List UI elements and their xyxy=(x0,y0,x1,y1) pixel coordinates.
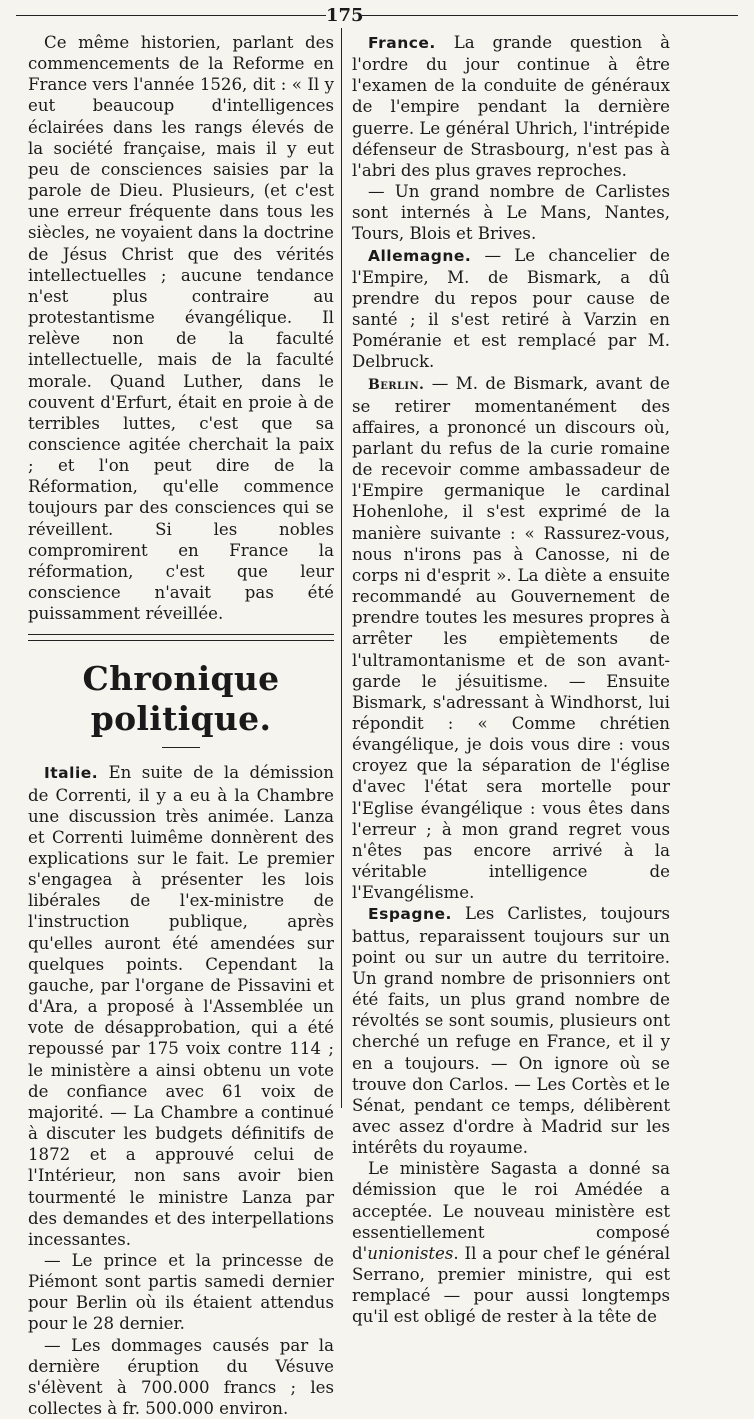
france-text: La grande question à l'ordre du jour continue à être l'examen de la conduite de généraux de l'empire pendant la dernière guerre. Le général Uhrich, l'intrépide défenseur de Strasbourg, n'est pas à l'abri des plus graves reproches. xyxy=(352,33,670,180)
section-separator xyxy=(28,634,334,641)
intro-paragraph: Ce même historien, parlant des commencements de la Reforme en France vers l'année 1526, dit : « Il y eut beaucoup d'intelligences éclairées dans les rangs élevés de la société française, mais il y eut peu de consciences saisies par la parole de Dieu. Plusieurs, (et c'est une erreur fréquente dans tous les siècles, ne voyaient dans la doctrine de Jésus Christ que des vérités intellectuelles ; aucune tendance n'est plus contraire au protestantisme évangélique. Il relève non de la faculté intellectuelle, mais de la faculté morale. Quand Luther, dans le couvent d'Erfurt, était en proie à de terribles luttes, c'est que sa conscience agitée cherchait la paix ; et l'on peut dire de la Réformation, qu'elle commence toujours par des consciences qui se réveillent. Si les nobles compromirent en France la réformation, c'est que leur conscience n'avait pas été puissamment réveillée. xyxy=(28,33,334,624)
header-rule-left xyxy=(16,15,326,16)
france-paragraph xyxy=(352,32,670,181)
page-number: 175 xyxy=(326,5,364,26)
left-column xyxy=(28,32,334,1419)
sagasta-paragraph xyxy=(352,1158,670,1327)
berlin-text: — M. de Bismark, avant de se retirer momentanément des affaires, a prononcé un discours où, parlant du refus de la curie romaine de recevoir comme ambassadeur de l'Empire germanique le cardinal Hohenlohe, il s'est exprimé de la manière suivante : « Rassurez-vous, nous n'irons pas à Canosse, ni de corps ni d'esprit ». La diète a ensuite recommandé au Gouvernement de prendre toutes les mesures propres à arrêter les empiètements de l'ultramontanisme et de son avant-garde le jésuitisme. — Ensuite Bismark, s'adressant à Windhorst, lui répondit : « Comme chrétien évangélique, je dois vous dire : vous croyez que la séparation de l'église d'avec l'état sera mortelle pour l'Eglise évangélique : vous êtes dans l'erreur ; à mon grand regret vous n'êtes pas encore arrivé à la véritable intelligence de l'Evangélisme. xyxy=(352,373,670,903)
espagne-text: Les Carlistes, toujours battus, reparaissent toujours sur un point ou sur un autre du territoire. Un grand nombre de prisonniers ont été faits, un plus grand nombre de révoltés se sont soumis, plusieurs ont cherché un refuge en France, et il y en a toujours. — On ignore où se trouve don Carlos. — Les Cortès et le Sénat, pendant ce temps, délibèrent avec assez d'ordre à Madrid sur les intérêts du royaume. xyxy=(352,904,670,1158)
sagasta-text-after: . Il a pour chef le général Serrano, premier ministre, qui est remplacé — pour aussi longtemps qu'il est obligé de rester à la tête de xyxy=(352,1243,670,1327)
italie-text: En suite de la démission de Correnti, il y a eu à la Chambre une discussion très animée. Lanza et Correnti luimême donnèrent des explications sur le fait. Le premier s'engagea à présenter les lois libérales de l'ex-ministre de l'instruction publique, après qu'elles auront été amendées sur quelques points. Cependant la gauche, par l'organe de Pissavini et d'Ara, a proposé à l'Assemblée un vote de désapprobation, qui a été repoussé par 175 voix contre 114 ; le ministère a ainsi obtenu un vote de confiance avec 61 voix de majorité. — La Chambre a continué à discuter les budgets définitifs de 1872 et a approuvé celui de l'Intérieur, non sans avoir bien tourmenté le ministre Lanza par des demandes et des interpellations incessantes. xyxy=(28,763,334,1249)
espagne-label: Espagne. xyxy=(368,905,452,924)
italie-label: Italie. xyxy=(44,764,99,783)
page-header xyxy=(0,4,754,26)
berlin-label: Berlin. xyxy=(368,376,425,393)
section-title: Chronique politique. xyxy=(82,659,280,739)
italie-paragraph xyxy=(28,762,334,1250)
header-rule-right xyxy=(362,15,738,16)
allemagne-label: Allemagne. xyxy=(368,246,472,265)
allemagne-paragraph xyxy=(352,245,670,373)
piemont-paragraph: — Le prince et la princesse de Piémont sont partis samedi dernier pour Berlin où ils étaient attendus pour le 28 dernier. xyxy=(28,1250,334,1334)
france-label: France. xyxy=(368,34,436,52)
sagasta-italic: unionistes xyxy=(367,1243,454,1263)
title-underline xyxy=(162,747,200,748)
espagne-paragraph xyxy=(352,903,670,1158)
column-divider xyxy=(341,28,342,1108)
berlin-paragraph xyxy=(352,373,670,904)
vesuve-paragraph: — Les dommages causés par la dernière éruption du Vésuve s'élèvent à 700.000 francs ; les collectes à fr. 500.000 environ. xyxy=(28,1335,334,1419)
allemagne-text: — Le chancelier de l'Empire, M. de Bismark, a dû prendre du repos pour cause de santé ; il s'est retiré à Varzin en Poméranie et est remplacé par M. Delbruck. xyxy=(352,245,670,372)
sagasta-text-before: Le ministère Sagasta a donné sa démission que le roi Amédée a acceptée. Le nouveau ministère est essentiellement composé d' xyxy=(352,1159,670,1263)
right-column xyxy=(352,32,670,1328)
carlistes-paragraph: — Un grand nombre de Carlistes sont internés à Le Mans, Nantes, Tours, Blois et Brives. xyxy=(352,182,670,244)
